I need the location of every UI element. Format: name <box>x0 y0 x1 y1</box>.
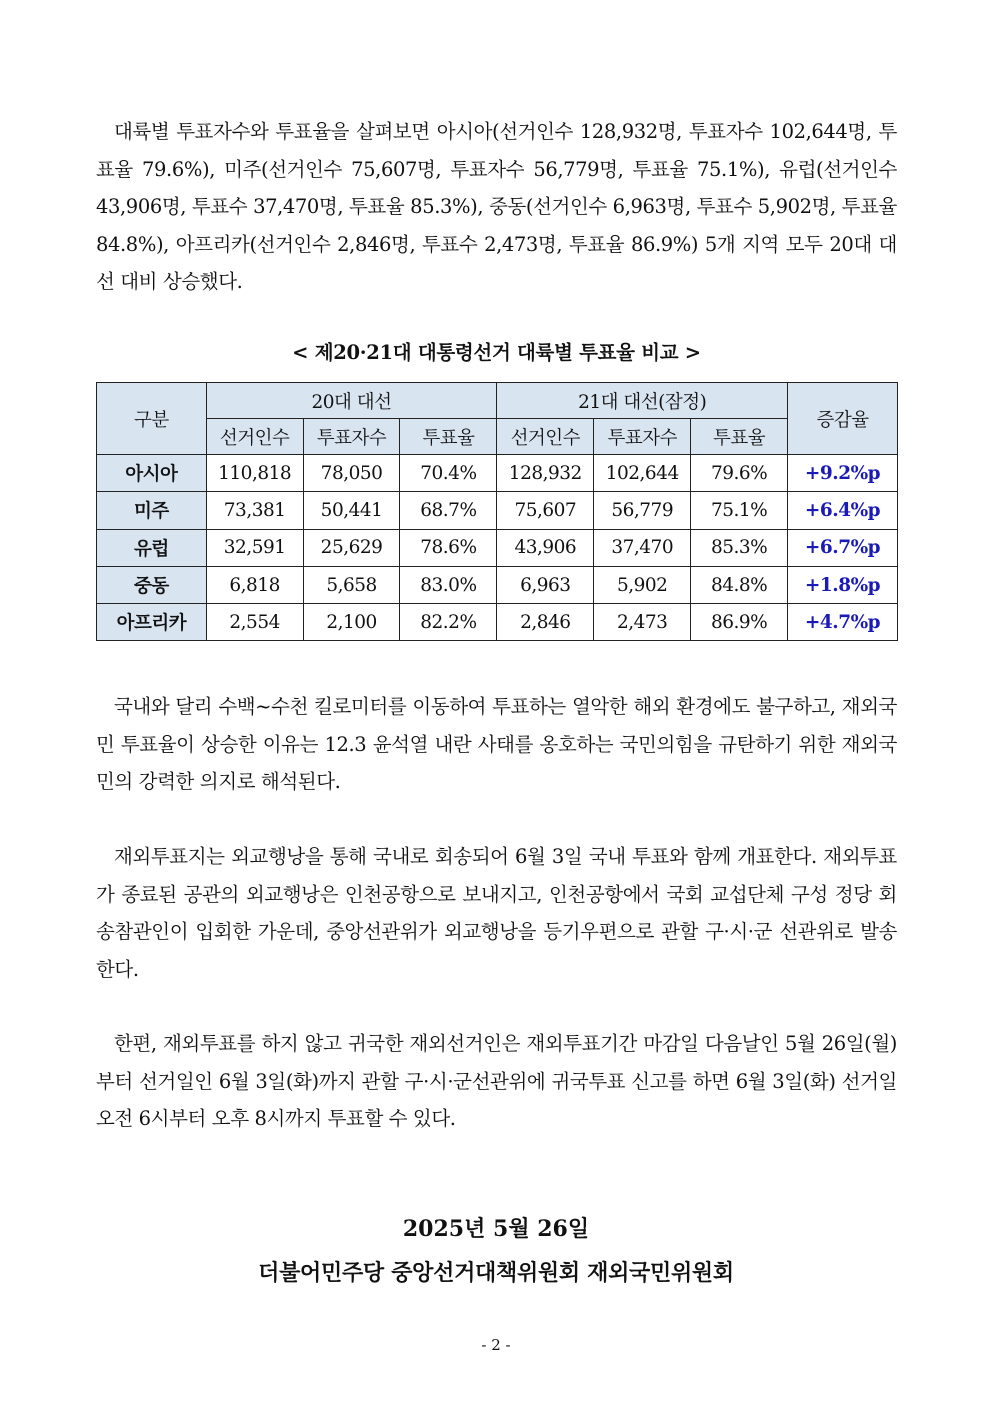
change-cell: +6.7%p <box>788 529 898 566</box>
table-cell: 75,607 <box>497 492 594 529</box>
region-cell: 유럽 <box>97 529 207 566</box>
header-region: 구분 <box>97 383 207 455</box>
region-cell: 아프리카 <box>97 604 207 641</box>
header-20th-election: 20대 대선 <box>206 383 497 419</box>
release-date: 2025년 5월 26일 <box>402 1216 590 1242</box>
change-cell: +9.2%p <box>788 455 898 492</box>
table-cell: 110,818 <box>206 455 303 492</box>
table-cell: 50,441 <box>303 492 400 529</box>
subheader-voters-20: 투표자수 <box>303 419 400 455</box>
table-cell: 102,644 <box>594 455 691 492</box>
paragraph-voting-by-continent: 대륙별 투표자수와 투표율을 살펴보면 아시아(선거인수 128,932명, 투표자수 102,644명, 투표율 79.6%), 미주(선거인수 75,607명, 투표자수 56,779명, 투표율 75.1%), 유럽(선거인수 43,906명, 투표수 37,470명, 투표율 85.3%), 중동(선거인수 6,963명, 투표수 5,902명, 투표율 84.8%), 아프리카(선거인수 2,846명, 투표수 2,473명, 투표율 86.9%) 5개 지역 모두 20대 대선 대비 상승했다. <box>96 120 897 293</box>
table-cell: 70.4% <box>400 455 497 492</box>
table-cell: 5,658 <box>303 566 400 603</box>
table-cell: 5,902 <box>594 566 691 603</box>
table-cell: 78,050 <box>303 455 400 492</box>
page-number: - 2 - <box>481 1336 511 1354</box>
paragraph-return-voting: 한편, 재외투표를 하지 않고 귀국한 재외선거인은 재외투표기간 마감일 다음날인 5월 26일(월)부터 선거일인 6월 3일(화)까지 관할 구·시·군선관위에 귀국투표 신고를 하면 6월 3일(화) 선거일 오전 6시부터 오후 8시까지 투표할 수 있다. <box>96 1032 897 1130</box>
subheader-voters-21: 투표자수 <box>594 419 691 455</box>
table-row <box>97 492 898 529</box>
region-cell: 미주 <box>97 492 207 529</box>
region-cell: 중동 <box>97 566 207 603</box>
table-cell: 2,846 <box>497 604 594 641</box>
table-cell: 43,906 <box>497 529 594 566</box>
table-cell: 32,591 <box>206 529 303 566</box>
table-cell: 78.6% <box>400 529 497 566</box>
subheader-electors-21: 선거인수 <box>497 419 594 455</box>
turnout-comparison-table <box>96 382 898 641</box>
table-cell: 85.3% <box>691 529 788 566</box>
table-cell: 6,963 <box>497 566 594 603</box>
region-cell: 아시아 <box>97 455 207 492</box>
change-cell: +6.4%p <box>788 492 898 529</box>
table-row <box>97 529 898 566</box>
issuing-organization: 더불어민주당 중앙선거대책위원회 재외국민위원회 <box>258 1260 734 1286</box>
paragraph-ballot-transport: 재외투표지는 외교행낭을 통해 국내로 회송되어 6월 3일 국내 투표와 함께 개표한다. 재외투표가 종료된 공관의 외교행낭은 인천공항으로 보내지고, 인천공항에서 국회 교섭단체 구성 정당 회송참관인이 입회한 가운데, 중앙선관위가 외교행낭을 등기우편으로 관할 구·시·군 선관위로 발송한다. <box>96 845 897 981</box>
table-caption: < 제20·21대 대통령선거 대륙별 투표율 비교 > <box>292 341 701 364</box>
table-cell: 37,470 <box>594 529 691 566</box>
change-cell: +4.7%p <box>788 604 898 641</box>
table-cell: 86.9% <box>691 604 788 641</box>
table-cell: 82.2% <box>400 604 497 641</box>
table-cell: 56,779 <box>594 492 691 529</box>
table-cell: 75.1% <box>691 492 788 529</box>
table-cell: 68.7% <box>400 492 497 529</box>
change-cell: +1.8%p <box>788 566 898 603</box>
table-cell: 2,100 <box>303 604 400 641</box>
table-row <box>97 604 898 641</box>
table-row <box>97 455 898 492</box>
paragraph-turnout-reason: 국내와 달리 수백~수천 킬로미터를 이동하여 투표하는 열악한 해외 환경에도 불구하고, 재외국민 투표율이 상승한 이유는 12.3 윤석열 내란 사태를 옹호하는 국민의힘을 규탄하기 위한 재외국민의 강력한 의지로 해석된다. <box>96 695 897 793</box>
table-cell: 128,932 <box>497 455 594 492</box>
table-cell: 2,554 <box>206 604 303 641</box>
header-change-rate: 증감율 <box>788 383 898 455</box>
subheader-turnout-20: 투표율 <box>400 419 497 455</box>
header-21st-election: 21대 대선(잠정) <box>497 383 788 419</box>
subheader-turnout-21: 투표율 <box>691 419 788 455</box>
subheader-electors-20: 선거인수 <box>206 419 303 455</box>
table-row <box>97 566 898 603</box>
table-cell: 83.0% <box>400 566 497 603</box>
table-cell: 25,629 <box>303 529 400 566</box>
table-cell: 79.6% <box>691 455 788 492</box>
table-cell: 84.8% <box>691 566 788 603</box>
table-cell: 73,381 <box>206 492 303 529</box>
table-cell: 2,473 <box>594 604 691 641</box>
table-cell: 6,818 <box>206 566 303 603</box>
